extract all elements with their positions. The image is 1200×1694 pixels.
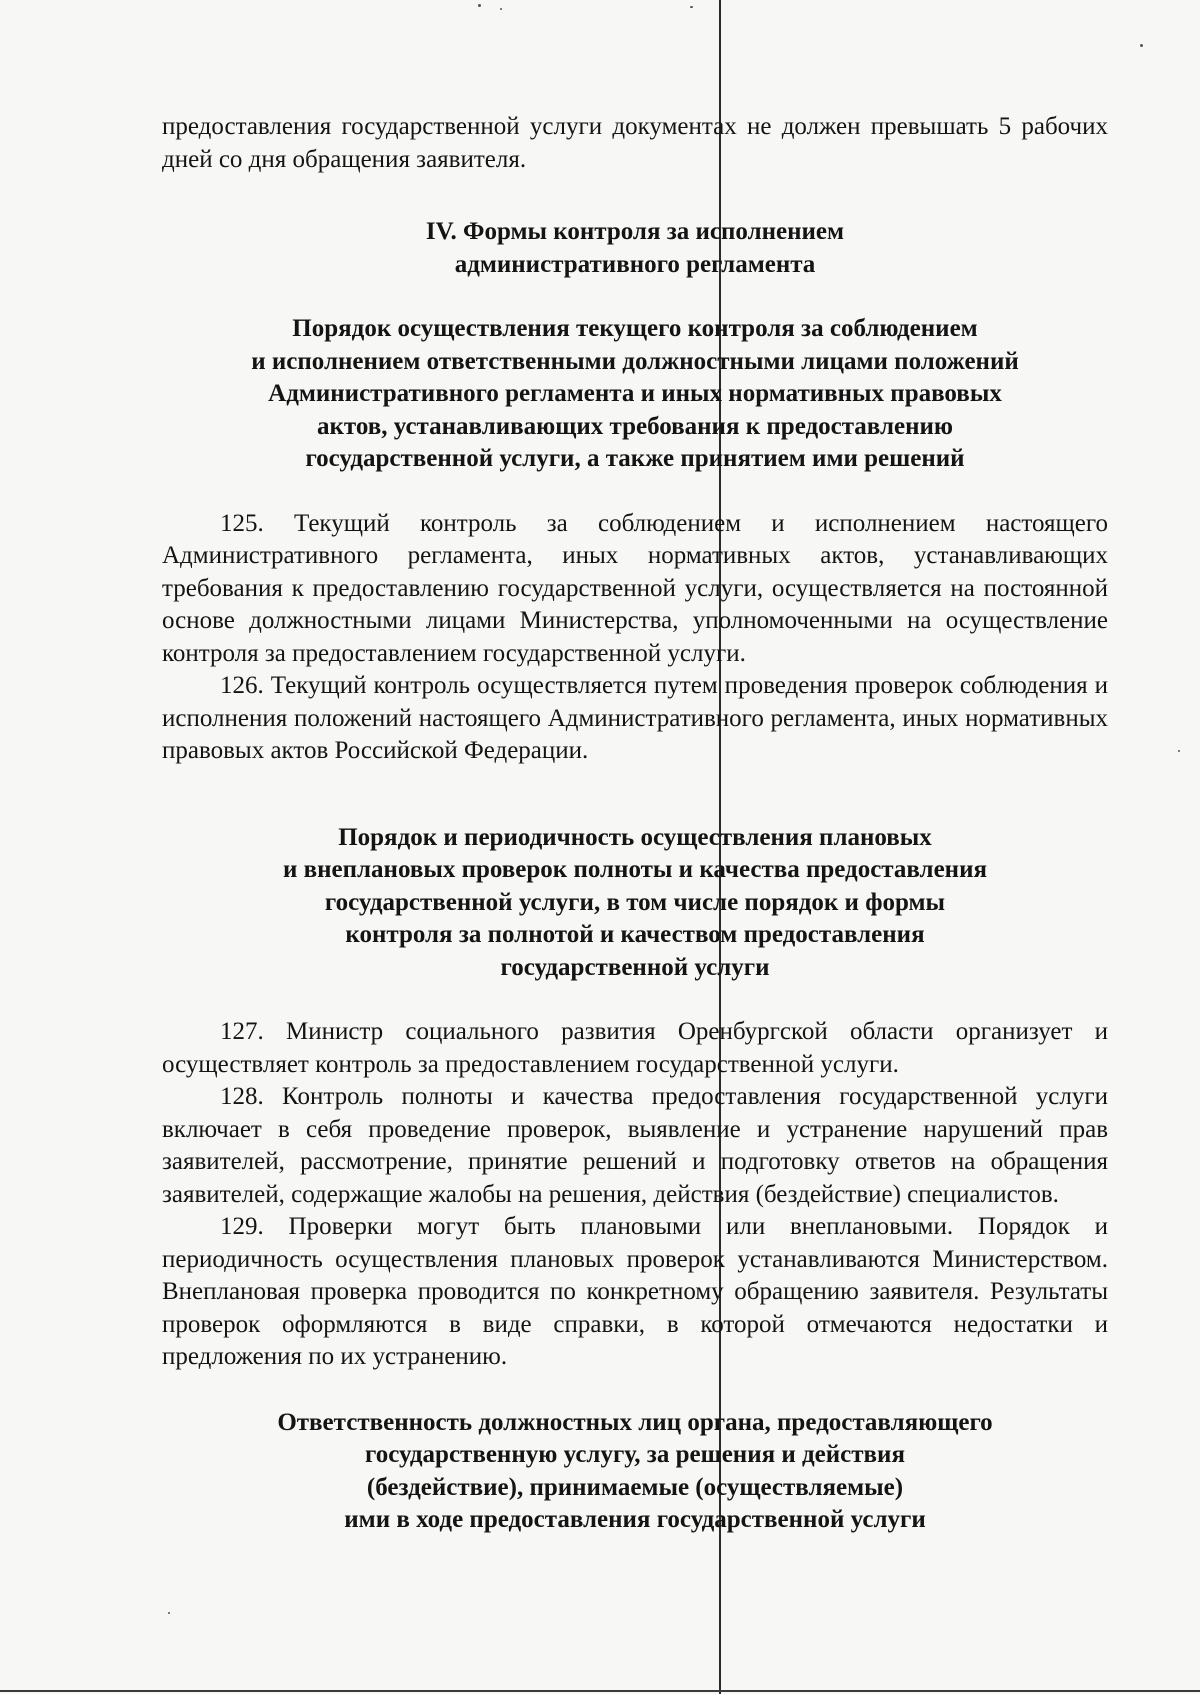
subsection-1-heading-line: государственной услуги, а также принятием ими решений xyxy=(305,445,965,472)
subsection-2-heading-line: контроля за полнотой и качеством предоставления xyxy=(345,921,925,948)
scan-speck xyxy=(1140,44,1143,47)
subsection-1-heading-line: Административного регламента и иных нормативных правовых xyxy=(268,380,1002,407)
subsection-3-heading-line: государственную услугу, за решения и действия xyxy=(364,1441,905,1468)
subsection-1-heading-line: Порядок осуществления текущего контроля за соблюдением xyxy=(292,315,978,342)
intro-paragraph: предоставления государственной услуги документах не должен превышать 5 рабочих дней со дня обращения заявителя. xyxy=(162,113,1108,173)
scan-speck xyxy=(168,1612,170,1614)
document-body xyxy=(162,111,1108,1537)
subsection-2-heading-line: и внеплановых проверок полноты и качества предоставления xyxy=(282,856,988,883)
subsection-2-heading-line: государственной услуги xyxy=(500,953,770,981)
subsection-3-heading-line: ими в ходе предоставления государственной услуги xyxy=(344,1506,926,1533)
scan-speck xyxy=(1178,750,1180,752)
subsection-1-heading xyxy=(162,313,1108,476)
subsection-2-heading-line: государственной услуги, в том числе порядок и формы xyxy=(324,888,946,916)
paragraph-129: 129. Проверки могут быть плановыми или внеплановыми. Порядок и периодичность осуществления плановых проверок устанавливаются Министерством. Внеплановая проверка проводится по конкретному обращению заявителя. Результаты проверок оформляются в виде справки, в которой отмечаются недостатки и предложения по их устранению. xyxy=(162,1213,1108,1370)
paragraph-128: 128. Контроль полноты и качества предоставления государственной услуги включает в себя проведение проверок, выявление и устранение нарушений прав заявителей, рассмотрение, принятие решений и подготовку ответов на обращения заявителей, содержащие жалобы на решения, действия (бездействие) специалистов. xyxy=(162,1083,1108,1208)
paragraph-127: 127. Министр социального развития Оренбургской области организует и осуществляет контроль за предоставлением государственной услуги. xyxy=(162,1018,1108,1078)
subsection-3-heading-line: Ответственность должностных лиц органа, предоставляющего xyxy=(277,1408,993,1436)
subsection-2-heading xyxy=(162,822,1108,985)
subsection-3-heading xyxy=(162,1407,1108,1537)
subsection-2-heading-line: Порядок и периодичность осуществления плановых xyxy=(338,823,932,851)
subsection-3-heading-line: (бездействие), принимаемые (осуществляемые) xyxy=(366,1473,904,1501)
subsection-1-heading-line: актов, устанавливающих требования к предоставлению xyxy=(317,412,953,440)
page-bottom-edge xyxy=(0,1690,1200,1692)
paragraph-126: 126. Текущий контроль осуществляется путем проведения проверок соблюдения и исполнения положений настоящего Административного регламента, иных нормативных правовых актов Российской Федерации. xyxy=(162,672,1108,764)
section-heading-line: IV. Формы контроля за исполнением xyxy=(425,218,845,245)
scan-speck xyxy=(500,8,502,10)
subsection-1-heading-line: и исполнением ответственными должностными лицами положений xyxy=(251,347,1019,375)
section-heading xyxy=(162,216,1108,281)
section-heading-line: административного регламента xyxy=(454,250,816,278)
scan-speck xyxy=(478,4,481,7)
scan-speck xyxy=(690,6,693,8)
paragraph-125: 125. Текущий контроль за соблюдением и исполнением настоящего Административного регламента, иных нормативных актов, устанавливающих требования к предоставлению государственной услуги, осуществляется на постоянной основе должностными лицами Министерства, уполномоченными на осуществление контроля за предоставлением государственной услуги. xyxy=(162,509,1108,667)
